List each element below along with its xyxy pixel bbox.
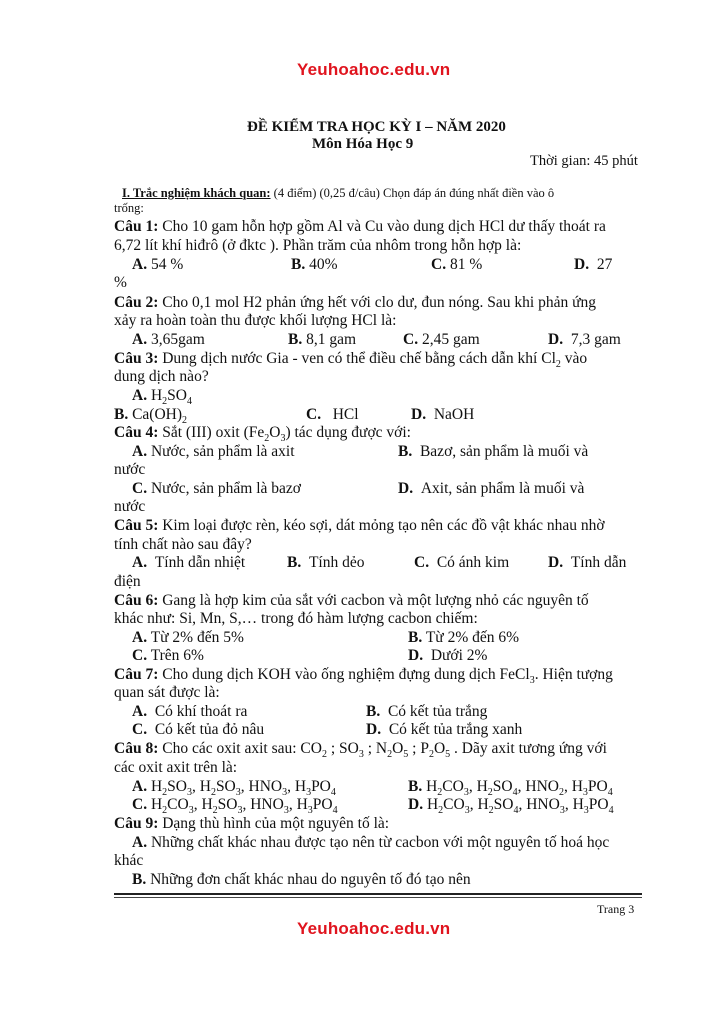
q7-option-d: D. Có kết tủa trắng xanh	[366, 721, 523, 738]
footer-rule	[114, 893, 642, 895]
site-footer-logo: Yeuhoahoc.edu.vn	[297, 919, 451, 938]
question-3: Câu 3: Dung dịch nước Gia - ven có thể điều chế bằng cách dẫn khí $Cl_2$ vào	[114, 350, 588, 371]
q5-option-d: D. Tính dẫn	[548, 554, 627, 571]
q5-option-a: A. Tính dẫn nhiệt	[132, 554, 246, 571]
question-8: Câu 8: Cho các oxit axit sau: $CO_2$ ; $SO_3$ ; $N_2O_5$ ; $P_2O_5$ . Dãy axit tương ứng với	[114, 740, 607, 761]
q1-option-a: A. 54 %	[132, 256, 184, 273]
question-2: Câu 2: Cho 0,1 mol H2 phản ứng hết với clo dư, đun nóng. Sau khi phản ứng	[114, 294, 597, 311]
q7-option-a: A. Có khí thoát ra	[132, 703, 248, 720]
question-4: Câu 4: Sắt (III) oxit $(Fe_2O_3)$ tác dụng được với:	[114, 424, 411, 445]
q2-option-d: D. 7,3 gam	[548, 331, 621, 348]
q9-option-a-cont: khác	[114, 852, 144, 869]
question-6: Câu 6: Gang là hợp kim của sắt với cacbon và một lượng nhỏ các nguyên tố	[114, 592, 589, 609]
page-number: Trang 3	[597, 902, 635, 916]
q4-option-d-cont: nước	[114, 498, 146, 515]
q6-option-c: C. Trên 6%	[132, 647, 204, 664]
q3-option-b: B. $Ca(OH)_2$	[114, 406, 188, 427]
q4-option-d: D. Axit, sản phẩm là muối và	[398, 480, 585, 497]
question-7-cont: quan sát được là:	[114, 684, 220, 701]
question-2-cont: xảy ra hoàn toàn thu được khối lượng HCl là:	[114, 312, 397, 329]
q3-option-c: C. HCl	[306, 406, 359, 423]
q8-option-d: D. $H_2CO_3$, $H_2SO_4$, $HNO_3$, $H_3PO_4$	[408, 796, 614, 817]
site-header-logo: Yeuhoahoc.edu.vn	[297, 60, 451, 79]
question-3-cont: dung dịch nào?	[114, 368, 209, 385]
q3-option-a: A. $H_2SO_4$	[132, 387, 192, 408]
section-instructions-cont: trống:	[114, 201, 144, 215]
q4-option-a: A. Nước, sản phẩm là axit	[132, 443, 295, 460]
question-5: Câu 5: Kim loại được rèn, kéo sợi, dát mỏng tạo nên các đồ vật khác nhau nhờ	[114, 517, 605, 534]
q2-option-b: B. 8,1 gam	[288, 331, 357, 348]
section-title: I. Trắc nghiệm khách quan:	[122, 186, 271, 200]
question-1-cont: 6,72 lít khí hiđrô (ở đktc ). Phần trăm của nhôm trong hỗn hợp là:	[114, 237, 522, 254]
section-instructions: (4 điểm) (0,25 đ/câu) Chọn đáp án đúng nhất điền vào ô	[270, 186, 555, 200]
question-label: Câu 1:	[114, 218, 159, 235]
q8-option-b: B. $H_2CO_3$, $H_2SO_4$, $HNO_2$, $H_3PO_4$	[408, 778, 613, 799]
q4-option-b-cont: nước	[114, 461, 146, 478]
q4-option-b: B. Bazơ, sản phẩm là muối và	[398, 443, 589, 460]
q5-option-b: B. Tính dẻo	[287, 554, 365, 571]
question-9: Câu 9: Dạng thù hình của một nguyên tố là:	[114, 815, 390, 832]
exam-title: ĐỀ KIỂM TRA HỌC KỲ I – NĂM 2020	[247, 119, 506, 135]
question-7: Câu 7: Cho dung dịch KOH vào ống nghiệm đựng dung dịch FeCl$_3$. Hiện tượng	[114, 666, 613, 687]
q2-option-a: A. 3,65gam	[132, 331, 205, 348]
q9-option-b: B. Những đơn chất khác nhau do nguyên tố đó tạo nên	[132, 871, 471, 888]
exam-subject: Môn Hóa Học 9	[312, 136, 414, 152]
q1-option-d: D. 27	[574, 256, 613, 273]
question-1	[114, 218, 606, 235]
exam-time: Thời gian: 45 phút	[530, 153, 638, 169]
q8-option-c: C. $H_2CO_3$, $H_2SO_3$, $HNO_3$, $H_3PO_4$	[132, 796, 338, 817]
question-label: Câu 2:	[114, 294, 159, 311]
question-5-cont: tính chất nào sau đây?	[114, 536, 252, 553]
q7-option-b: B. Có kết tủa trắng	[366, 703, 488, 720]
q1-option-d-cont: %	[114, 274, 127, 291]
q6-option-b: B. Từ 2% đến 6%	[408, 629, 520, 646]
q4-option-c: C. Nước, sản phẩm là bazơ	[132, 480, 301, 497]
q5-option-d-cont: điện	[114, 573, 141, 590]
question-6-cont: khác như: Si, Mn, S,… trong đó hàm lượng cacbon chiếm:	[114, 610, 478, 627]
q6-option-a: A. Từ 2% đến 5%	[132, 629, 244, 646]
q3-option-d: D. NaOH	[411, 406, 475, 423]
q6-option-d: D. Dưới 2%	[408, 647, 488, 664]
q9-option-a: A. Những chất khác nhau được tạo nên từ cacbon với một nguyên tố hoá học	[132, 834, 610, 851]
footer-rule-thin	[114, 897, 642, 898]
q8-option-a: A. $H_2SO_3$, $H_2SO_3$, $HNO_3$, $H_3PO_4$	[132, 778, 336, 799]
q1-option-c: C. 81 %	[431, 256, 483, 273]
q1-option-b: B. 40%	[291, 256, 338, 273]
q7-option-c: C. Có kết tủa đỏ nâu	[132, 721, 265, 738]
q5-option-c: C. Có ánh kim	[414, 554, 510, 571]
q2-option-c: C. 2,45 gam	[403, 331, 480, 348]
question-8-cont: các oxit axit trên là:	[114, 759, 238, 776]
section-heading	[122, 186, 554, 201]
question-text: Cho 10 gam hỗn hợp gồm Al và Cu vào dung dịch HCl dư thấy thoát ra	[158, 218, 606, 235]
